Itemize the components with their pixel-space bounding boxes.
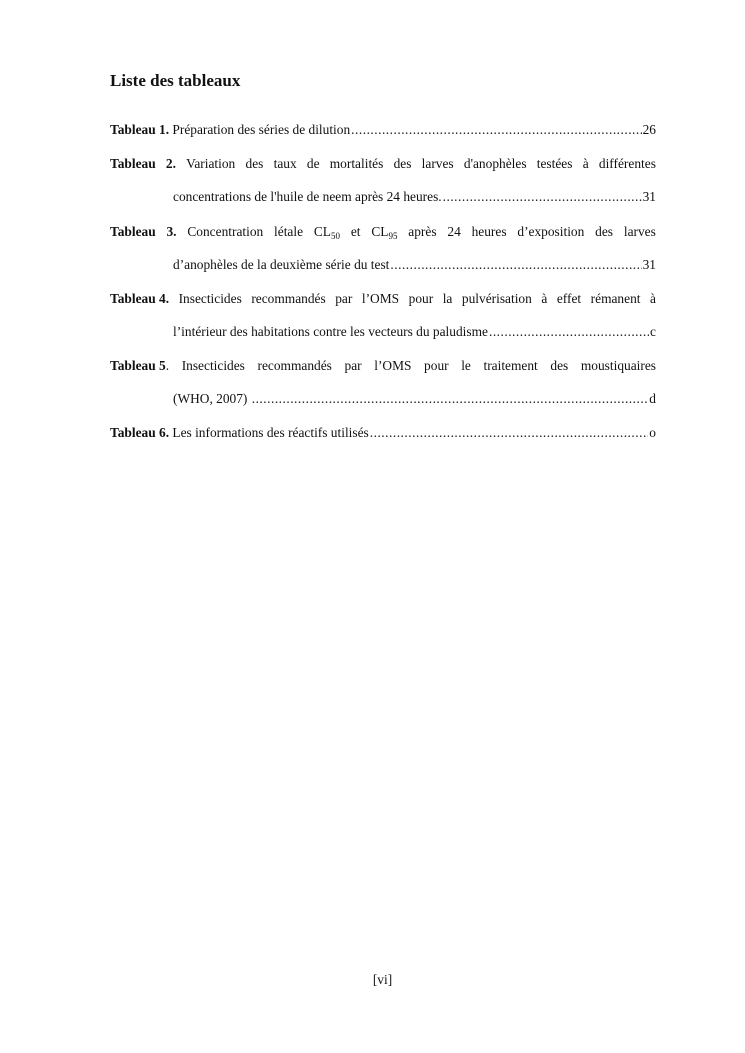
- entry-6-label: Tableau 6.: [110, 425, 170, 440]
- entry-5-word: le: [461, 358, 471, 373]
- entry-3-line-2: [110, 248, 656, 281]
- entry-4-page: c: [650, 324, 656, 339]
- entry-3-cl95: $CL_{95}$: [371, 224, 398, 241]
- entry-2-word: Variation: [186, 156, 236, 171]
- entry-6-line: [110, 416, 656, 449]
- entry-4-word: rémanent: [590, 291, 641, 306]
- entry-2-label-word: Tableau: [110, 156, 156, 171]
- entry-3-label-word: Tableau: [110, 224, 156, 239]
- entry-1-title: Préparation des séries de dilution: [172, 122, 351, 137]
- entry-5-word: Insecticides: [181, 358, 245, 373]
- dot-leader: [443, 180, 642, 213]
- entry-2-label-number: 2.: [165, 156, 176, 171]
- entry-5-word: moustiquaires: [580, 358, 656, 373]
- entry-3-word: d’exposition: [517, 224, 585, 239]
- entry-4-word: par: [335, 291, 353, 306]
- dot-leader: [351, 113, 641, 146]
- page-number-footer: [vi]: [372, 972, 393, 987]
- entry-6-page: o: [649, 425, 656, 440]
- entry-5-word: l’OMS: [374, 358, 412, 373]
- entry-3-word: larves: [623, 224, 656, 239]
- entry-3-line-1: [110, 215, 656, 248]
- entry-2-word: des: [393, 156, 412, 171]
- entry-6-title: Les informations des réactifs utilisés: [172, 425, 369, 440]
- entry-3-label-number: 3.: [166, 224, 177, 239]
- dot-leader: [252, 382, 649, 415]
- entry-4-word: recommandés: [251, 291, 326, 306]
- table-entry-1: [110, 113, 656, 146]
- entry-2-word: de: [306, 156, 320, 171]
- entry-3-page: 31: [642, 257, 656, 272]
- entry-5-line-1: [110, 349, 656, 382]
- entry-3-word: Concentration: [187, 224, 264, 239]
- entry-2-word: d'anophèles: [463, 156, 527, 171]
- dot-leader: [489, 315, 649, 348]
- entry-4-word: à: [541, 291, 548, 306]
- entry-2-line-1: [110, 147, 656, 180]
- table-entry-5: [110, 349, 656, 415]
- entry-3-word: et: [350, 224, 361, 239]
- entry-2-word: à: [582, 156, 589, 171]
- list-of-tables-heading: Liste des tableaux: [110, 71, 241, 90]
- entry-4-label: Tableau 4.: [110, 291, 170, 306]
- entry-1-label: Tableau 1.: [110, 122, 170, 137]
- entry-5-word: par: [344, 358, 362, 373]
- entry-4-word: la: [442, 291, 453, 306]
- entry-4-line-2: [110, 315, 656, 348]
- entry-5-label: Tableau 5.: [110, 358, 170, 373]
- entry-2-word: testées: [536, 156, 573, 171]
- entry-2-word: des: [245, 156, 264, 171]
- entry-4-word: l’OMS: [361, 291, 400, 306]
- entry-4-continuation: l’intérieur des habitations contre les vecteurs du paludisme: [173, 324, 488, 339]
- entry-4-word: effet: [556, 291, 582, 306]
- entry-5-word: traitement: [483, 358, 538, 373]
- entry-5-line-2: [110, 382, 656, 415]
- subscript-50: 50: [331, 231, 340, 241]
- entry-3-word: heures: [471, 224, 507, 239]
- entry-4-word: à: [650, 291, 656, 306]
- entry-1-page: 26: [642, 122, 656, 137]
- entry-4-word: pulvérisation: [461, 291, 532, 306]
- entry-3-word: 24: [447, 224, 461, 239]
- entry-2-word: larves: [421, 156, 454, 171]
- dot-leader: [370, 416, 649, 449]
- entry-5-continuation: (WHO, 2007): [173, 391, 248, 406]
- entry-1-line: [110, 113, 656, 146]
- dot-leader: [390, 248, 641, 281]
- entry-2-line-2: [110, 180, 656, 213]
- table-entry-2: [110, 147, 656, 213]
- entry-4-word: Insecticides: [178, 291, 242, 306]
- entry-4-line-1: [110, 282, 656, 315]
- entry-5-page: d: [649, 391, 656, 406]
- table-entry-6: [110, 416, 656, 449]
- entry-2-word: mortalités: [329, 156, 384, 171]
- entry-2-word: taux: [273, 156, 297, 171]
- entry-3-continuation: d’anophèles de la deuxième série du test: [173, 257, 390, 272]
- table-entry-3: [110, 215, 656, 281]
- entry-3-word: létale: [274, 224, 304, 239]
- entry-2-word: différentes: [598, 156, 656, 171]
- entry-3-word: des: [595, 224, 614, 239]
- table-entry-4: [110, 282, 656, 348]
- entry-2-continuation: concentrations de l'huile de neem après 24 heures.: [173, 189, 442, 204]
- entry-3-cl50: $CL_{50}$: [313, 224, 340, 241]
- entry-5-word: des: [550, 358, 569, 373]
- entry-3-word: après: [408, 224, 437, 239]
- entry-5-word: recommandés: [257, 358, 332, 373]
- subscript-95: 95: [388, 231, 398, 241]
- entry-4-word: pour: [408, 291, 434, 306]
- entry-5-word: pour: [424, 358, 449, 373]
- entry-2-page: 31: [642, 189, 656, 204]
